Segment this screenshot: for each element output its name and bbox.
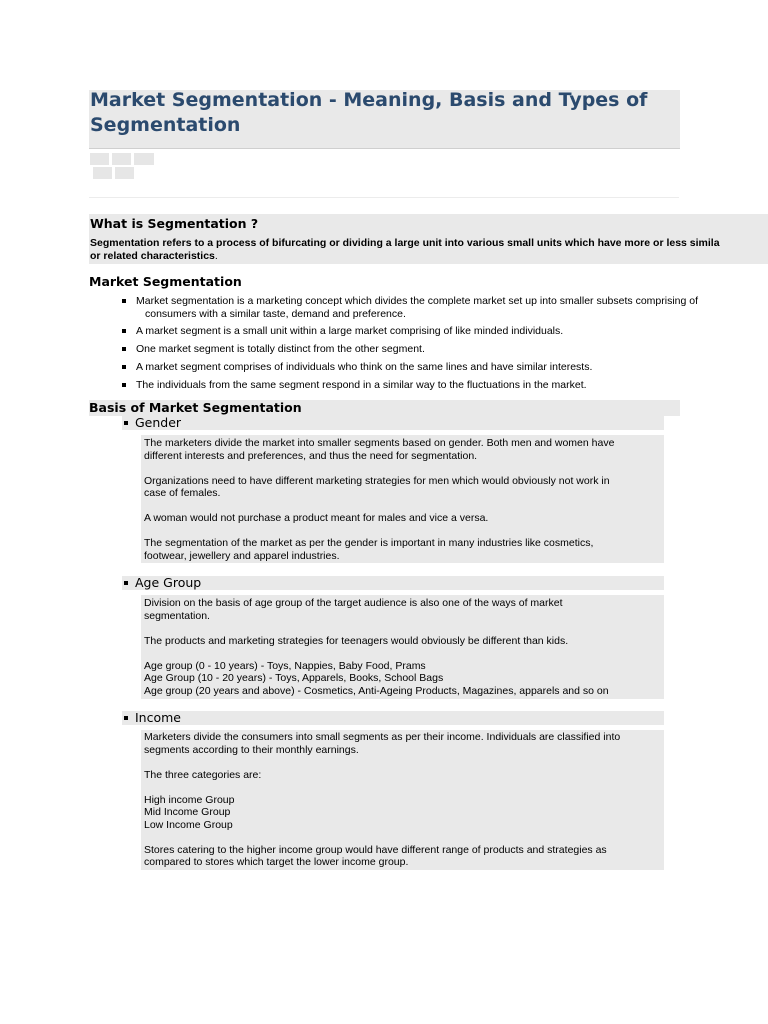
divider: [89, 197, 679, 198]
share-button-5[interactable]: [115, 167, 134, 179]
income-para-2: The three categories are:: [144, 768, 262, 781]
bullet-icon: [122, 347, 126, 351]
age-group-content: [141, 595, 664, 699]
bullet-icon: [122, 383, 126, 387]
share-button-1[interactable]: [90, 153, 109, 165]
share-button-3[interactable]: [134, 153, 154, 165]
gender-content: [141, 435, 664, 563]
income-heading: [122, 711, 664, 725]
list-item: Market segmentation is a marketing concept which divides the complete market set up into smaller subsets comprising of consumers with a similar taste, demand and preference.: [118, 295, 748, 320]
basis-heading: Basis of Market Segmentation: [89, 400, 302, 415]
bullet-icon: [122, 365, 126, 369]
income-para-3: High income Group Mid Income Group Low Income Group: [144, 793, 235, 831]
income-para-4: Stores catering to the higher income group would have different range of products and strategies as compared to stores which target the lower income group.: [144, 843, 607, 868]
gender-para-3: A woman would not purchase a product meant for males and vice a versa.: [144, 512, 489, 524]
definition-line2: or related characteristics: [90, 250, 215, 262]
segmentation-definition: [90, 237, 768, 263]
list-item: One market segment is totally distinct from the other segment.: [118, 343, 748, 356]
share-button-4[interactable]: [93, 167, 112, 179]
gender-para-4: The segmentation of the market as per the gender is important in many industries like cosmetics, footwear, jewellery and apparel industries.: [144, 537, 594, 562]
bullet-icon: [124, 716, 128, 720]
bullet-icon: [122, 299, 126, 303]
list-item: A market segment is a small unit within a large market comprising of like minded individuals.: [118, 325, 748, 338]
income-content: [141, 730, 664, 870]
gender-heading: [122, 416, 664, 430]
age-group-label: Age Group: [135, 575, 202, 590]
market-segmentation-list: [118, 295, 748, 397]
bullet-icon: [124, 581, 128, 585]
definition-line1: Segmentation refers to a process of bifurcating or dividing a large unit into various small units which have more or less simila: [90, 237, 720, 249]
page-title: Market Segmentation - Meaning, Basis and Types of Segmentation: [90, 89, 648, 136]
gender-label: Gender: [135, 415, 182, 430]
income-para-1: Marketers divide the consumers into small segments as per their income. Individuals are classified into segments according to their monthly earnings.: [144, 731, 621, 756]
list-item: The individuals from the same segment respond in a similar way to the fluctuations in the market.: [118, 379, 748, 392]
age-group-heading: [122, 576, 664, 590]
age-para-1: Division on the basis of age group of the target audience is also one of the ways of market segmentation.: [144, 597, 563, 622]
age-para-3: Age group (0 - 10 years) - Toys, Nappies, Baby Food, Prams Age Group (10 - 20 years) - Toys, Apparels, Books, School Bags Age group (20 years and above) - Cosmetics, Anti-Ageing Products, Magazines, apparels and so on: [144, 659, 609, 697]
income-label: Income: [135, 710, 181, 725]
gender-para-1: The marketers divide the market into smaller segments based on gender. Both men and women have different interests and preferences, and thus the need for segmentation.: [144, 437, 615, 462]
definition-end: .: [214, 250, 218, 262]
bullet-icon: [122, 329, 126, 333]
age-para-2: The products and marketing strategies for teenagers would obviously be different than kids.: [144, 634, 569, 647]
what-is-heading: What is Segmentation ?: [90, 216, 259, 231]
gender-para-2: Organizations need to have different marketing strategies for men which would obviously not work in case of females.: [144, 474, 610, 499]
list-item: A market segment comprises of individuals who think on the same lines and have similar interests.: [118, 361, 748, 374]
share-button-2[interactable]: [112, 153, 131, 165]
market-segmentation-heading: Market Segmentation: [89, 274, 242, 289]
bullet-icon: [124, 421, 128, 425]
